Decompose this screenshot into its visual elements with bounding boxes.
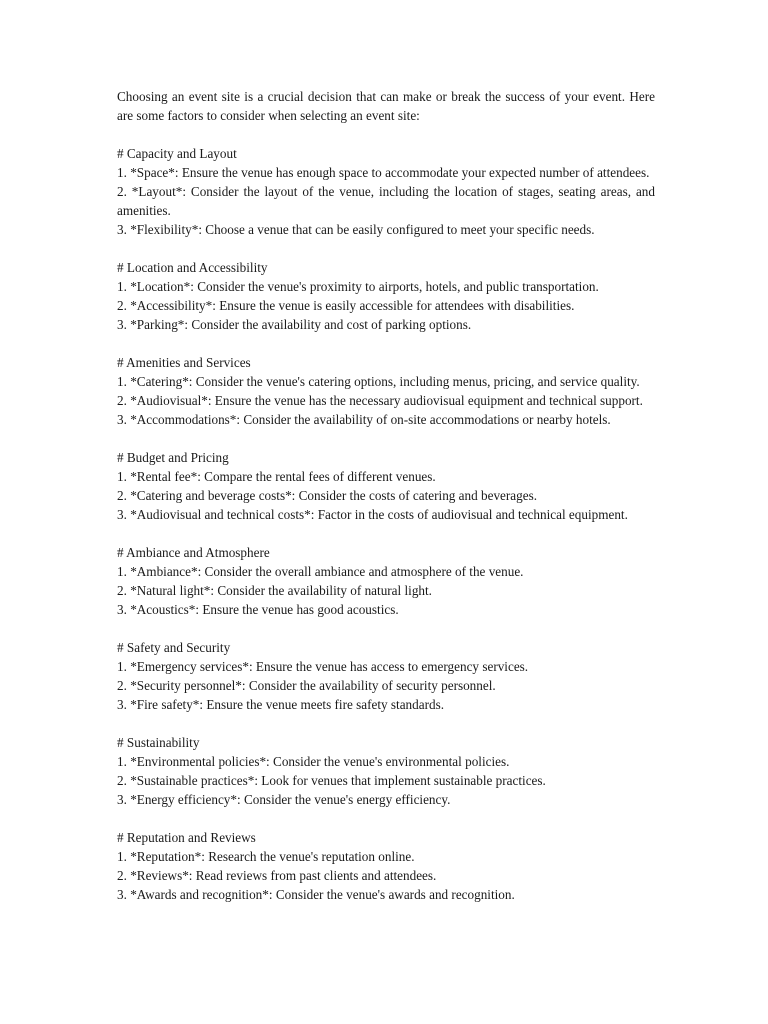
section-heading: # Reputation and Reviews — [117, 830, 256, 845]
list-item: 2. *Accessibility*: Ensure the venue is easily accessible for attendees with disabilities. — [117, 298, 575, 313]
list-item: 3. *Accommodations*: Consider the availability of on-site accommodations or nearby hotels. — [117, 412, 611, 427]
list-item: 3. *Flexibility*: Choose a venue that can be easily configured to meet your specific needs. — [117, 222, 595, 237]
list-item: 3. *Parking*: Consider the availability and cost of parking options. — [117, 317, 472, 332]
list-item: 3. *Energy efficiency*: Consider the venue's energy efficiency. — [117, 792, 451, 807]
section-sustainability — [117, 733, 655, 809]
list-item: 3. *Acoustics*: Ensure the venue has good acoustics. — [117, 602, 399, 617]
section-amenities-services — [117, 353, 655, 429]
section-heading: # Budget and Pricing — [117, 450, 229, 465]
list-item: 2. *Catering and beverage costs*: Consider the costs of catering and beverages. — [117, 488, 538, 503]
section-heading: # Capacity and Layout — [117, 146, 237, 161]
list-item: 1. *Environmental policies*: Consider the venue's environmental policies. — [117, 754, 510, 769]
section-budget-pricing — [117, 448, 655, 524]
list-item: 3. *Fire safety*: Ensure the venue meets fire safety standards. — [117, 697, 445, 712]
list-item: 1. *Space*: Ensure the venue has enough space to accommodate your expected number of attendees. — [117, 165, 650, 180]
list-item: 1. *Catering*: Consider the venue's catering options, including menus, pricing, and service quality. — [117, 374, 640, 389]
section-heading: # Location and Accessibility — [117, 260, 268, 275]
list-item: 1. *Emergency services*: Ensure the venue has access to emergency services. — [117, 659, 529, 674]
section-heading: # Safety and Security — [117, 640, 231, 655]
section-location-accessibility — [117, 258, 655, 334]
list-item: 2. *Security personnel*: Consider the availability of security personnel. — [117, 678, 496, 693]
list-item: 1. *Ambiance*: Consider the overall ambiance and atmosphere of the venue. — [117, 564, 524, 579]
section-heading: # Amenities and Services — [117, 355, 251, 370]
list-item: 1. *Location*: Consider the venue's proximity to airports, hotels, and public transportation. — [117, 279, 599, 294]
list-item: 3. *Awards and recognition*: Consider the venue's awards and recognition. — [117, 887, 515, 902]
section-reputation-reviews — [117, 828, 655, 904]
list-item: 3. *Audiovisual and technical costs*: Factor in the costs of audiovisual and technical equipment. — [117, 507, 628, 522]
list-item: 2. *Sustainable practices*: Look for venues that implement sustainable practices. — [117, 773, 546, 788]
list-item: 2. *Reviews*: Read reviews from past clients and attendees. — [117, 868, 437, 883]
section-heading: # Ambiance and Atmosphere — [117, 545, 270, 560]
list-item: 1. *Reputation*: Research the venue's reputation online. — [117, 849, 415, 864]
list-item: 2. *Natural light*: Consider the availability of natural light. — [117, 583, 432, 598]
section-capacity-layout — [117, 144, 655, 239]
section-heading: # Sustainability — [117, 735, 200, 750]
list-item: 2. *Layout*: Consider the layout of the venue, including the location of stages, seating areas, and amenities. — [117, 184, 655, 218]
section-ambiance-atmosphere — [117, 543, 655, 619]
list-item: 2. *Audiovisual*: Ensure the venue has the necessary audiovisual equipment and technical support. — [117, 393, 643, 408]
intro-paragraph: Choosing an event site is a crucial decision that can make or break the success of your event. Here are some factors to consider when selecting an event site: — [117, 89, 655, 123]
document-page — [117, 87, 655, 923]
section-safety-security — [117, 638, 655, 714]
list-item: 1. *Rental fee*: Compare the rental fees of different venues. — [117, 469, 436, 484]
